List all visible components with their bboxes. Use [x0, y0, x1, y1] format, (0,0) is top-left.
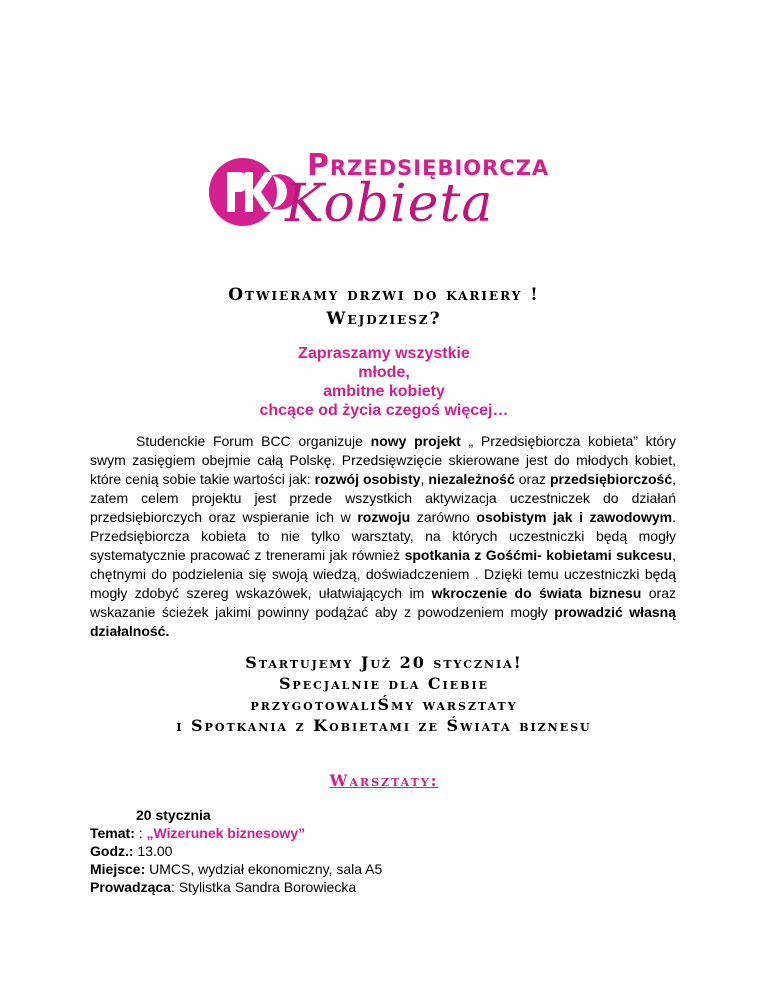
label: Temat:: [90, 825, 135, 841]
text: ,: [420, 471, 429, 487]
bold-text: przedsiębiorczość: [549, 471, 673, 487]
text: : Stylistka Sandra Borowiecka: [170, 879, 357, 895]
invitation-line: młode,: [358, 364, 410, 381]
bold-text: niezależność: [428, 471, 515, 487]
text: oraz wskazanie ścieżek jakimi powinny podążać aby z powodzeniem mogły: [90, 585, 676, 620]
invitation-line: Zapraszamy wszystkie: [298, 345, 470, 362]
logo: [205, 148, 625, 243]
bold-text: spotkania z Gośćmi- kobietami sukcesu: [404, 547, 673, 563]
text: oraz: [514, 471, 550, 487]
workshops-title: Warsztaty:: [329, 771, 439, 790]
event-time: [90, 842, 676, 860]
bold-text: rozwój osobisty: [314, 471, 421, 487]
topic-value: „Wizerunek biznesowy”: [146, 825, 306, 841]
heading-line: Wejdziesz?: [326, 309, 442, 329]
event-details: [90, 806, 676, 896]
event-place: [90, 860, 676, 878]
bold-text: wkroczenie do świata biznesu: [431, 585, 642, 601]
text: , chętnymi do podzielenia się swoją wiedzą, doświadczeniem . Dzięki temu uczestniczki będą mogły zdobyć szereg wskazówek, ułatwiających im: [90, 547, 676, 601]
invitation-line: chcące od życia czegoś więcej…: [259, 402, 509, 419]
bold-text: osobistym jak i zawodowym: [476, 509, 673, 525]
label: Godz.:: [90, 843, 134, 859]
text: :: [134, 825, 147, 841]
text: UMCS, wydział ekonomiczny, sala A5: [145, 861, 383, 877]
text: Studenckie Forum BCC organizuje: [136, 433, 371, 449]
bold-text: prowadzić własną działalność.: [90, 604, 676, 639]
text: . Przedsiębiorcza kobieta to nie tylko warsztaty, na których uczestniczki będą mogły systematycznie pracować z trenerami jak również: [90, 509, 676, 563]
invitation-block: [0, 344, 768, 420]
text: , zatem celem projektu jest przede wszystkich aktywizacja uczestniczek do działań przedsiębiorczych oraz wspieranie ich w: [90, 471, 677, 525]
heading-line: i Spotkania z Kobietami ze Świata biznesu: [176, 716, 592, 735]
heading-line: przygotowaliŚmy warsztaty: [250, 695, 518, 714]
text: zarówno: [410, 509, 477, 525]
event-topic: [90, 824, 676, 842]
heading-line: Otwieramy drzwi do kariery !: [228, 285, 540, 305]
heading-line: Startujemy Już 20 stycznia!: [245, 653, 523, 672]
label: Prowadząca: [90, 879, 171, 895]
description-paragraph: [90, 432, 676, 641]
event-host: [90, 878, 676, 896]
invitation-line: ambitne kobiety: [323, 383, 445, 400]
bold-text: nowy projekt: [370, 433, 461, 449]
event-date: 20 stycznia: [136, 807, 211, 823]
label: Miejsce:: [90, 861, 146, 877]
logo-title: Przedsiębiorcza: [307, 148, 550, 183]
text: 13.00: [133, 843, 173, 859]
announcement-heading: [0, 652, 768, 736]
logo-subtitle: Kobieta: [285, 174, 494, 234]
main-heading: [0, 283, 768, 331]
heading-line: Specjalnie dla Ciebie: [278, 674, 490, 693]
text: „ Przedsiębiorcza kobieta” który swym zasięgiem obejmie całą Polskę. Przedsięwzięcie skierowane jest do młodych kobiet, które cenią sobie takie wartości jak:: [90, 433, 676, 487]
bold-text: rozwoju: [357, 509, 411, 525]
